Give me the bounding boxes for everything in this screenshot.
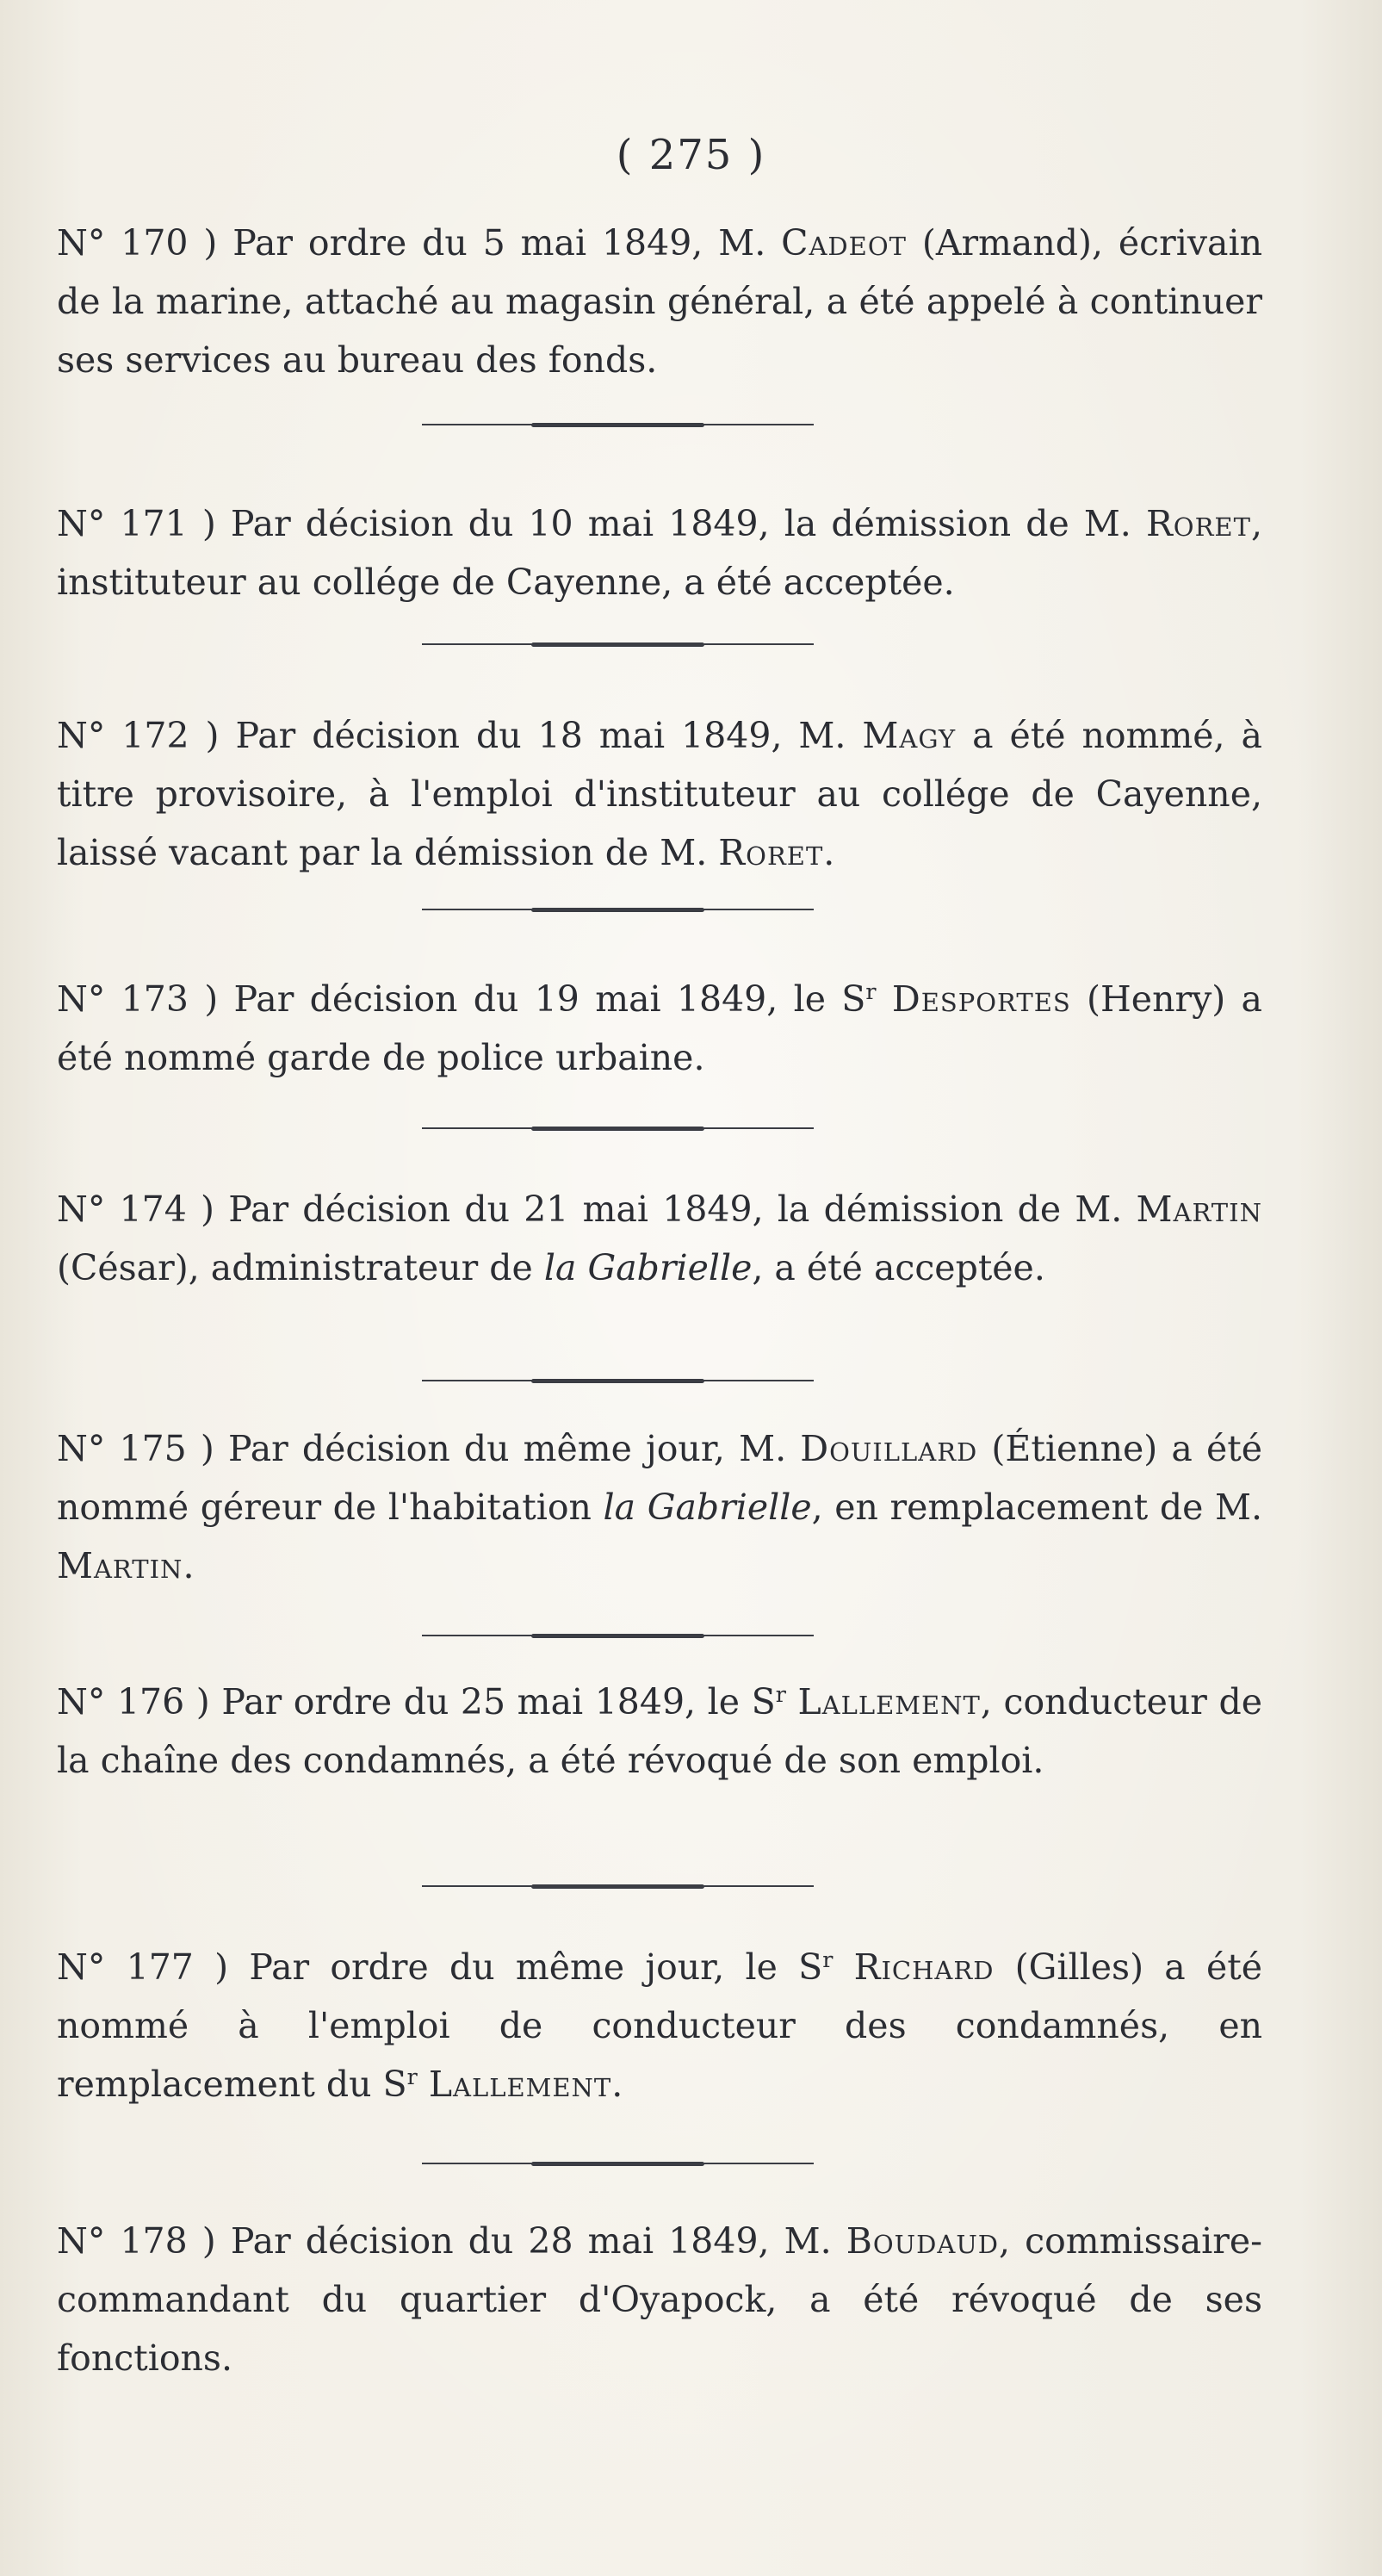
- separator-rule: [422, 907, 814, 913]
- entry-173: [57, 970, 1262, 1087]
- entry-171: [57, 494, 1262, 611]
- entry-number: N° 170 ): [57, 222, 218, 264]
- place-name: la Gabrielle: [603, 1487, 812, 1528]
- entry-text: N° 177 ) Par ordre du même jour, le $S^r$ Richard (Gilles) a été nommé à l'emploi de conducteur des condamnés, en remplacement du $S^r$ Lallement.: [57, 1946, 1262, 2105]
- entry-170: [57, 214, 1262, 389]
- person-name: Desportes: [891, 978, 1071, 1020]
- separator-rule: [422, 1884, 814, 1890]
- separator-rule: [422, 422, 814, 428]
- entry-text: N° 171 ) Par décision du 10 mai 1849, la démission de M. Roret, instituteur au collége de Cayenne, a été acceptée.: [57, 503, 1262, 603]
- person-name: Boudaud: [846, 2220, 1000, 2262]
- entry-177: [57, 1938, 1262, 2114]
- entry-number: N° 173 ): [57, 978, 219, 1020]
- entry-text: N° 178 ) Par décision du 28 mai 1849, M. Boudaud, commissaire-commandant du quartier d'Oyapock, a été révoqué de ses fonctions.: [57, 2220, 1263, 2379]
- separator-rule: [422, 1126, 814, 1132]
- entry-number: N° 177 ): [57, 1946, 229, 1988]
- person-name: Martin: [1136, 1189, 1262, 1230]
- entry-number: N° 176 ): [57, 1681, 210, 1723]
- entry-text: N° 176 ) Par ordre du 25 mai 1849, le $S^r$ Lallement, conducteur de la chaîne des condamnés, a été révoqué de son emploi.: [57, 1681, 1262, 1781]
- entry-text: N° 170 ) Par ordre du 5 mai 1849, M. Cadeot (Armand), écrivain de la marine, attaché au magasin général, a été appelé à continuer ses services au bureau des fonds.: [57, 222, 1262, 381]
- entry-175: [57, 1419, 1262, 1595]
- separator-rule: [422, 642, 814, 648]
- place-name: la Gabrielle: [543, 1247, 753, 1288]
- entry-text: N° 173 ) Par décision du 19 mai 1849, le $S^r$ Desportes (Henry) a été nommé garde de police urbaine.: [57, 978, 1262, 1078]
- person-name: Magy: [862, 715, 957, 756]
- separator-rule: [422, 1378, 814, 1384]
- person-name: Cadeot: [781, 222, 907, 264]
- entry-174: [57, 1180, 1262, 1297]
- entry-text: N° 172 ) Par décision du 18 mai 1849, M. Magy a été nommé, à titre provisoire, à l'emploi d'instituteur au collége de Cayenne, laissé vacant par la démission de M. Roret.: [57, 715, 1262, 873]
- person-name: Martin: [57, 1545, 183, 1586]
- entry-172: [57, 706, 1262, 882]
- entry-number: N° 174 ): [57, 1189, 215, 1230]
- person-name: Douillard: [800, 1428, 978, 1469]
- separator-rule: [422, 1633, 814, 1639]
- entry-text: N° 175 ) Par décision du même jour, M. Douillard (Étienne) a été nommé géreur de l'habitation la Gabrielle, en remplacement de M. Martin.: [57, 1428, 1262, 1586]
- entry-number: N° 178 ): [57, 2220, 216, 2262]
- person-name: Roret: [1145, 503, 1251, 544]
- person-name: Roret: [718, 832, 824, 873]
- person-name: Lallement: [428, 2064, 612, 2105]
- entry-176: [57, 1673, 1262, 1790]
- entry-178: [57, 2212, 1262, 2387]
- entry-number: N° 172 ): [57, 715, 220, 756]
- entry-number: N° 171 ): [57, 503, 216, 544]
- person-name: Richard: [853, 1946, 995, 1988]
- separator-rule: [422, 2161, 814, 2167]
- page-number: ( 275 ): [616, 131, 766, 179]
- person-name: Lallement: [797, 1681, 981, 1723]
- entry-number: N° 175 ): [57, 1428, 214, 1469]
- entry-text: N° 174 ) Par décision du 21 mai 1849, la démission de M. Martin (César), administrateur de la Gabrielle, a été acceptée.: [57, 1189, 1262, 1288]
